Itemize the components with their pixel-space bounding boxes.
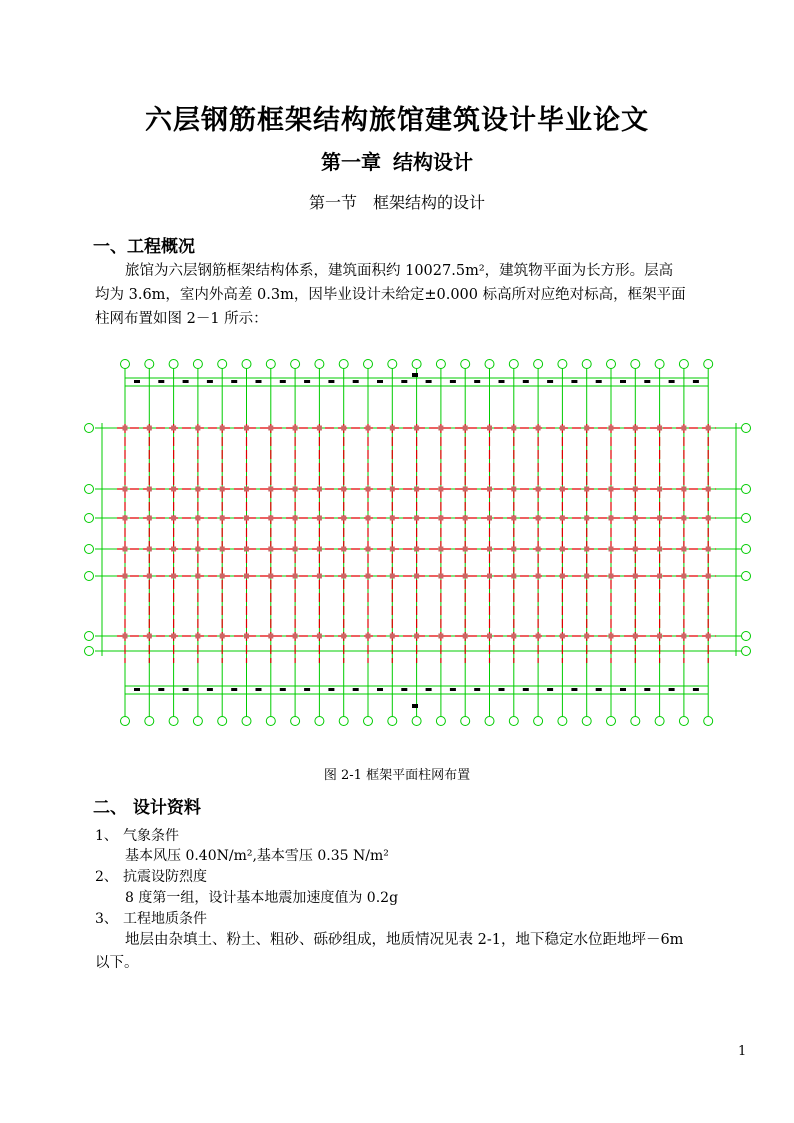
axis-bubble — [266, 717, 275, 726]
column-marker — [560, 426, 565, 431]
column-marker — [195, 574, 200, 579]
axis-bubble — [85, 647, 94, 656]
dimension-tick — [328, 380, 334, 383]
heading-design-data: 二、 设计资料 — [93, 798, 201, 818]
column-marker — [633, 516, 638, 521]
dimension-tick — [620, 380, 626, 383]
column-marker — [268, 426, 273, 431]
column-marker — [171, 426, 176, 431]
column-marker — [317, 547, 322, 552]
axis-bubble — [742, 514, 751, 523]
column-marker — [706, 574, 711, 579]
column-marker — [536, 634, 541, 639]
column-marker — [681, 516, 686, 521]
dimension-tick — [426, 688, 432, 691]
dimension-tick — [328, 688, 334, 691]
column-marker — [657, 547, 662, 552]
item-3-heading — [95, 908, 207, 928]
item-3-number: 3、 — [95, 911, 118, 927]
axis-bubble — [85, 572, 94, 581]
axis-bubble — [655, 717, 664, 726]
column-marker — [609, 487, 614, 492]
dimension-tick — [304, 380, 310, 383]
item-3-title: 工程地质条件 — [123, 911, 207, 927]
column-marker — [317, 516, 322, 521]
item-1-heading — [95, 825, 179, 845]
axis-bubble — [85, 632, 94, 641]
column-marker — [657, 574, 662, 579]
column-marker — [463, 516, 468, 521]
column-marker — [293, 574, 298, 579]
column-marker — [706, 426, 711, 431]
column-marker — [584, 516, 589, 521]
column-marker — [390, 574, 395, 579]
column-marker — [609, 574, 614, 579]
axis-bubble — [607, 360, 616, 369]
section-name: 框架结构的设计 — [373, 193, 486, 212]
column-marker — [487, 574, 492, 579]
axis-bubble — [679, 360, 688, 369]
column-marker — [268, 634, 273, 639]
column-marker — [487, 516, 492, 521]
axis-bubble — [436, 717, 445, 726]
dimension-tick — [644, 688, 650, 691]
column-marker — [195, 634, 200, 639]
dimension-tick — [669, 688, 675, 691]
axis-bubble — [742, 485, 751, 494]
column-marker — [244, 547, 249, 552]
item-2-title: 抗震设防烈度 — [123, 869, 207, 885]
column-marker — [633, 487, 638, 492]
dimension-tick — [669, 380, 675, 383]
column-marker — [657, 426, 662, 431]
figure-caption: 图 2-1 框架平面柱网布置 — [323, 768, 471, 783]
column-marker — [414, 426, 419, 431]
column-marker — [681, 547, 686, 552]
column-marker — [511, 426, 516, 431]
overview-paragraph — [95, 259, 725, 331]
axis-bubble — [461, 360, 470, 369]
column-marker — [609, 547, 614, 552]
column-marker — [438, 634, 443, 639]
column-marker — [706, 516, 711, 521]
heading-project-overview: 一、工程概况 — [93, 237, 195, 257]
axis-bubble — [364, 717, 373, 726]
dimension-tick — [207, 380, 213, 383]
axis-bubble — [558, 360, 567, 369]
dimension-tick — [523, 688, 529, 691]
dimension-tick — [207, 688, 213, 691]
column-grid-drawing — [80, 356, 760, 731]
column-marker — [706, 487, 711, 492]
column-marker — [268, 487, 273, 492]
axis-bubble — [582, 360, 591, 369]
column-marker — [438, 547, 443, 552]
column-marker — [511, 574, 516, 579]
axis-bubble — [291, 360, 300, 369]
dimension-tick — [474, 688, 480, 691]
axis-bubble — [85, 514, 94, 523]
dimension-tick — [304, 688, 310, 691]
dimension-tick — [571, 380, 577, 383]
joint-marker — [412, 704, 418, 708]
column-marker — [560, 487, 565, 492]
dimension-tick — [377, 688, 383, 691]
axis-bubble — [218, 360, 227, 369]
column-marker — [244, 634, 249, 639]
column-marker — [123, 516, 128, 521]
column-marker — [560, 547, 565, 552]
column-marker — [171, 547, 176, 552]
column-marker — [584, 574, 589, 579]
column-marker — [463, 487, 468, 492]
dimension-tick — [280, 380, 286, 383]
dimension-tick — [426, 380, 432, 383]
axis-bubble — [742, 572, 751, 581]
column-marker — [511, 487, 516, 492]
item-2-body: 8 度第一组，设计基本地震加速度值为 0.2g — [125, 890, 399, 906]
item-1-title: 气象条件 — [123, 828, 179, 844]
overview-line-2: 均为 3.6m，室内外高差 0.3m，因毕业设计未给定±0.000 标高所对应绝对标高，框架平面 — [95, 287, 686, 303]
axis-bubble — [742, 632, 751, 641]
dimension-tick — [353, 380, 359, 383]
column-marker — [195, 516, 200, 521]
column-marker — [487, 487, 492, 492]
column-marker — [147, 547, 152, 552]
column-marker — [147, 487, 152, 492]
axis-bubble — [364, 360, 373, 369]
column-marker — [123, 426, 128, 431]
axis-bubble — [558, 717, 567, 726]
column-marker — [487, 426, 492, 431]
dimension-tick — [158, 380, 164, 383]
column-marker — [633, 426, 638, 431]
column-marker — [511, 634, 516, 639]
item-1-number: 1、 — [95, 828, 118, 844]
column-marker — [584, 547, 589, 552]
column-marker — [463, 574, 468, 579]
column-marker — [390, 516, 395, 521]
axis-bubble — [534, 360, 543, 369]
axis-bubble — [509, 717, 518, 726]
column-marker — [171, 487, 176, 492]
chapter-name: 结构设计 — [393, 150, 473, 174]
dimension-tick — [134, 380, 140, 383]
section-heading — [0, 190, 794, 213]
column-marker — [414, 634, 419, 639]
column-marker — [341, 426, 346, 431]
column-marker — [511, 547, 516, 552]
dimension-tick — [256, 688, 262, 691]
column-marker — [317, 426, 322, 431]
column-marker — [195, 426, 200, 431]
axis-bubble — [388, 717, 397, 726]
section-number: 第一节 — [308, 193, 357, 212]
axis-bubble — [85, 485, 94, 494]
page-number: 1 — [738, 1044, 747, 1059]
column-marker — [536, 516, 541, 521]
column-marker — [293, 426, 298, 431]
column-marker — [341, 574, 346, 579]
axis-bubble — [461, 717, 470, 726]
column-marker — [220, 516, 225, 521]
column-marker — [171, 634, 176, 639]
axis-bubble — [145, 360, 154, 369]
axis-bubble — [655, 360, 664, 369]
column-marker — [584, 426, 589, 431]
column-marker — [268, 516, 273, 521]
column-marker — [268, 547, 273, 552]
column-marker — [560, 574, 565, 579]
column-marker — [390, 487, 395, 492]
dimension-tick — [183, 688, 189, 691]
column-marker — [317, 634, 322, 639]
column-marker — [123, 547, 128, 552]
column-marker — [609, 426, 614, 431]
column-marker — [438, 516, 443, 521]
axis-bubble — [291, 717, 300, 726]
column-marker — [366, 487, 371, 492]
column-marker — [123, 574, 128, 579]
dimension-tick — [134, 688, 140, 691]
axis-bubble — [169, 360, 178, 369]
column-marker — [293, 634, 298, 639]
axis-bubble — [121, 717, 130, 726]
axis-bubble — [436, 360, 445, 369]
axis-bubble — [218, 717, 227, 726]
column-marker — [341, 547, 346, 552]
item-2-number: 2、 — [95, 869, 118, 885]
axis-bubble — [388, 360, 397, 369]
dimension-tick — [256, 380, 262, 383]
column-marker — [293, 487, 298, 492]
dimension-tick — [499, 380, 505, 383]
axis-bubble — [242, 717, 251, 726]
axis-bubble — [412, 360, 421, 369]
dimension-tick — [353, 688, 359, 691]
column-marker — [487, 547, 492, 552]
axis-bubble — [169, 717, 178, 726]
column-marker — [438, 487, 443, 492]
axis-bubble — [631, 717, 640, 726]
dimension-tick — [693, 688, 699, 691]
column-marker — [536, 547, 541, 552]
column-marker — [171, 516, 176, 521]
column-marker — [390, 426, 395, 431]
axis-bubble — [193, 360, 202, 369]
column-marker — [147, 574, 152, 579]
column-marker — [341, 487, 346, 492]
column-marker — [123, 487, 128, 492]
column-marker — [584, 487, 589, 492]
chapter-heading — [0, 146, 794, 175]
column-marker — [390, 634, 395, 639]
column-marker — [366, 547, 371, 552]
item-3-body-line-1: 地层由杂填土、粉土、粗砂、砾砂组成，地质情况见表 2-1，地下稳定水位距地坪－6m — [125, 932, 684, 948]
dimension-tick — [450, 688, 456, 691]
axis-bubble — [266, 360, 275, 369]
dimension-tick — [231, 380, 237, 383]
column-marker — [414, 487, 419, 492]
overview-line-1: 旅馆为六层钢筋框架结构体系，建筑面积约 10027.5m²，建筑物平面为长方形。层高 — [125, 263, 674, 279]
axis-bubble — [485, 717, 494, 726]
column-marker — [366, 426, 371, 431]
column-marker — [123, 634, 128, 639]
item-2-heading — [95, 866, 207, 886]
dimension-tick — [571, 688, 577, 691]
column-marker — [633, 547, 638, 552]
column-marker — [366, 516, 371, 521]
axis-bubble — [242, 360, 251, 369]
column-marker — [609, 634, 614, 639]
column-marker — [681, 426, 686, 431]
column-marker — [390, 547, 395, 552]
axis-bubble — [582, 717, 591, 726]
column-marker — [657, 634, 662, 639]
axis-bubble — [85, 545, 94, 554]
column-marker — [706, 634, 711, 639]
column-marker — [438, 426, 443, 431]
column-marker — [609, 516, 614, 521]
column-marker — [536, 487, 541, 492]
column-marker — [511, 516, 516, 521]
column-marker — [220, 547, 225, 552]
dimension-tick — [547, 688, 553, 691]
dimension-tick — [401, 688, 407, 691]
column-marker — [633, 634, 638, 639]
dimension-tick — [231, 688, 237, 691]
axis-bubble — [315, 360, 324, 369]
column-marker — [560, 516, 565, 521]
axis-bubble — [85, 424, 94, 433]
column-marker — [633, 574, 638, 579]
column-marker — [244, 487, 249, 492]
column-marker — [293, 547, 298, 552]
axis-bubble — [315, 717, 324, 726]
column-marker — [293, 516, 298, 521]
column-marker — [147, 426, 152, 431]
joint-marker — [412, 373, 418, 377]
column-marker — [341, 516, 346, 521]
axis-bubble — [704, 360, 713, 369]
column-marker — [195, 487, 200, 492]
axis-bubble — [534, 717, 543, 726]
column-marker — [438, 574, 443, 579]
column-marker — [657, 487, 662, 492]
axis-bubble — [121, 360, 130, 369]
dimension-tick — [450, 380, 456, 383]
axis-bubble — [509, 360, 518, 369]
column-marker — [147, 634, 152, 639]
column-marker — [244, 574, 249, 579]
dimension-tick — [644, 380, 650, 383]
dimension-tick — [280, 688, 286, 691]
column-marker — [560, 634, 565, 639]
axis-bubble — [339, 717, 348, 726]
document-title: 六层钢筋框架结构旅馆建筑设计毕业论文 — [145, 105, 649, 136]
column-marker — [366, 634, 371, 639]
axis-bubble — [412, 717, 421, 726]
column-marker — [463, 634, 468, 639]
axis-bubble — [742, 545, 751, 554]
column-marker — [584, 634, 589, 639]
axis-bubble — [679, 717, 688, 726]
axis-bubble — [742, 424, 751, 433]
axis-bubble — [339, 360, 348, 369]
item-3-body — [95, 929, 735, 975]
column-marker — [463, 426, 468, 431]
column-marker — [536, 574, 541, 579]
overview-line-3: 柱网布置如图 2－1 所示： — [95, 311, 268, 327]
dimension-tick — [474, 380, 480, 383]
axis-bubble — [485, 360, 494, 369]
column-marker — [366, 574, 371, 579]
chapter-number: 第一章 — [321, 150, 381, 174]
dimension-tick — [547, 380, 553, 383]
column-marker — [244, 516, 249, 521]
column-marker — [414, 516, 419, 521]
column-marker — [220, 634, 225, 639]
column-marker — [220, 487, 225, 492]
column-marker — [195, 547, 200, 552]
column-marker — [414, 574, 419, 579]
column-marker — [657, 516, 662, 521]
dimension-tick — [620, 688, 626, 691]
axis-bubble — [145, 717, 154, 726]
dimension-tick — [183, 380, 189, 383]
axis-bubble — [704, 717, 713, 726]
column-marker — [706, 547, 711, 552]
axis-bubble — [742, 647, 751, 656]
column-marker — [171, 574, 176, 579]
dimension-tick — [596, 688, 602, 691]
column-marker — [487, 634, 492, 639]
column-marker — [463, 547, 468, 552]
item-1-body: 基本风压 0.40N/m²,基本雪压 0.35 N/m² — [125, 848, 389, 864]
dimension-tick — [401, 380, 407, 383]
axis-bubble — [193, 717, 202, 726]
column-marker — [220, 574, 225, 579]
column-marker — [414, 547, 419, 552]
dimension-tick — [596, 380, 602, 383]
axis-bubble — [607, 717, 616, 726]
dimension-tick — [158, 688, 164, 691]
column-marker — [341, 634, 346, 639]
column-marker — [681, 574, 686, 579]
column-marker — [317, 487, 322, 492]
dimension-tick — [693, 380, 699, 383]
column-marker — [244, 426, 249, 431]
column-marker — [147, 516, 152, 521]
column-marker — [681, 634, 686, 639]
dimension-tick — [377, 380, 383, 383]
column-marker — [536, 426, 541, 431]
axis-bubble — [631, 360, 640, 369]
column-marker — [220, 426, 225, 431]
column-marker — [681, 487, 686, 492]
item-3-body-line-2: 以下。 — [95, 955, 139, 971]
dimension-tick — [523, 380, 529, 383]
dimension-tick — [499, 688, 505, 691]
column-marker — [268, 574, 273, 579]
column-marker — [317, 574, 322, 579]
